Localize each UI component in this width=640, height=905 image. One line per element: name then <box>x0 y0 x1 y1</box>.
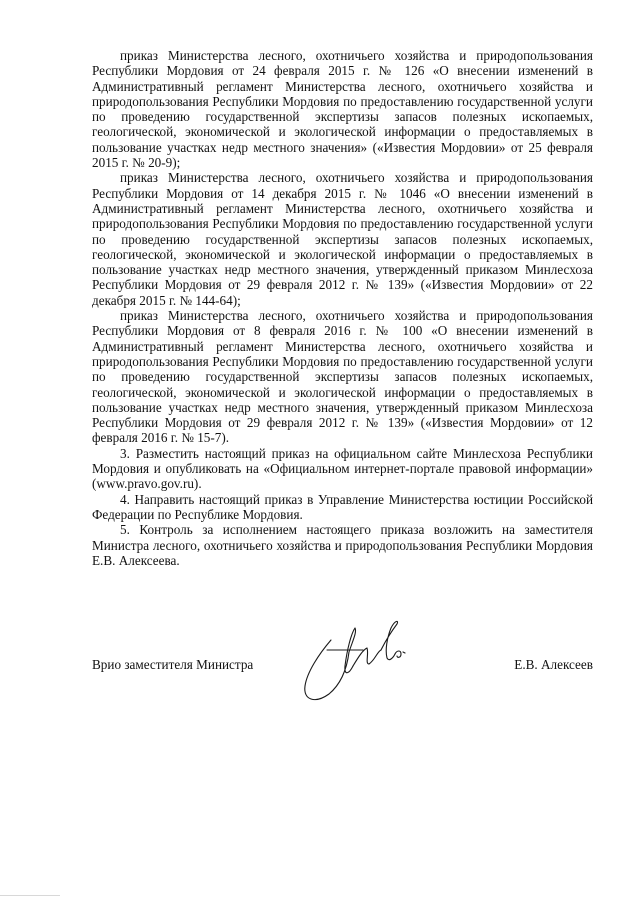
document-body <box>92 48 593 568</box>
signatory-position: Врио заместителя Министра <box>92 657 254 672</box>
paragraph-item-5: 5. Контроль за исполнением настоящего приказа возложить на заместителя Министра лесного, охотничьего хозяйства и природопользования Республики Мордовия Е.В. Алексеева. <box>92 522 593 568</box>
paragraph-item-4: 4. Направить настоящий приказ в Управление Министерства юстиции Российской Федерации по Республике Мордовия. <box>92 491 593 522</box>
paragraph-item-3: 3. Разместить настоящий приказ на официальном сайте Минлесхоза Республики Мордовия и опубликовать на «Официальном интернет-портале правовой информации» (www.pravo.gov.ru). <box>92 445 593 492</box>
signatory-name: Е.В. Алексеев <box>514 657 593 672</box>
handwritten-signature <box>297 610 417 710</box>
signature-block <box>92 610 593 720</box>
paragraph-order-1046: приказ Министерства лесного, охотничьего хозяйства и природопользования Республики Мордовия от 14 декабря 2015 г. № 1046 «О внесении изменений в Административный регламент Министерства лесного, охотничьего хозяйства и природопользования Республики Мордовия по предоставлению государственной услуги по проведению государственной экспертизы запасов полезных ископаемых, геологической, экономической и экологической информации о предоставляемых в пользование участках недр местного значения, утвержденный приказом Минлесхоза Республики Мордовия от 29 февраля 2012 г. № 139» («Известия Мордовии» от 22 декабря 2015 г. № 144-64); <box>92 170 593 308</box>
paragraph-order-100: приказ Министерства лесного, охотничьего хозяйства и природопользования Республики Мордовия от 8 февраля 2016 г. № 100 «О внесении изменений в Административный регламент Министерства лесного, охотничьего хозяйства и природопользования Республики Мордовия по предоставлению государственной услуги по проведению государственной экспертизы запасов полезных ископаемых, геологической, экономической и экологической информации о предоставляемых в пользование участках недр местного значения, утвержденный приказом Минлесхоза Республики Мордовия от 29 февраля 2012 г. № 139» («Известия Мордовии» от 12 февраля 2016 г. № 15-7). <box>92 308 593 446</box>
paragraph-order-126: приказ Министерства лесного, охотничьего хозяйства и природопользования Республики Мордовия от 24 февраля 2015 г. № 126 «О внесении изменений в Административный регламент Министерства лесного, охотничьего хозяйства и природопользования Республики Мордовия по предоставлению государственной услуги по проведению государственной экспертизы запасов полезных ископаемых, геологической, экономической и экологической информации о предоставляемых в пользование участках недр местного значения» («Известия Мордовии» от 25 февраля 2015 г. № 20-9); <box>92 48 593 171</box>
scan-edge-mark <box>0 895 60 896</box>
